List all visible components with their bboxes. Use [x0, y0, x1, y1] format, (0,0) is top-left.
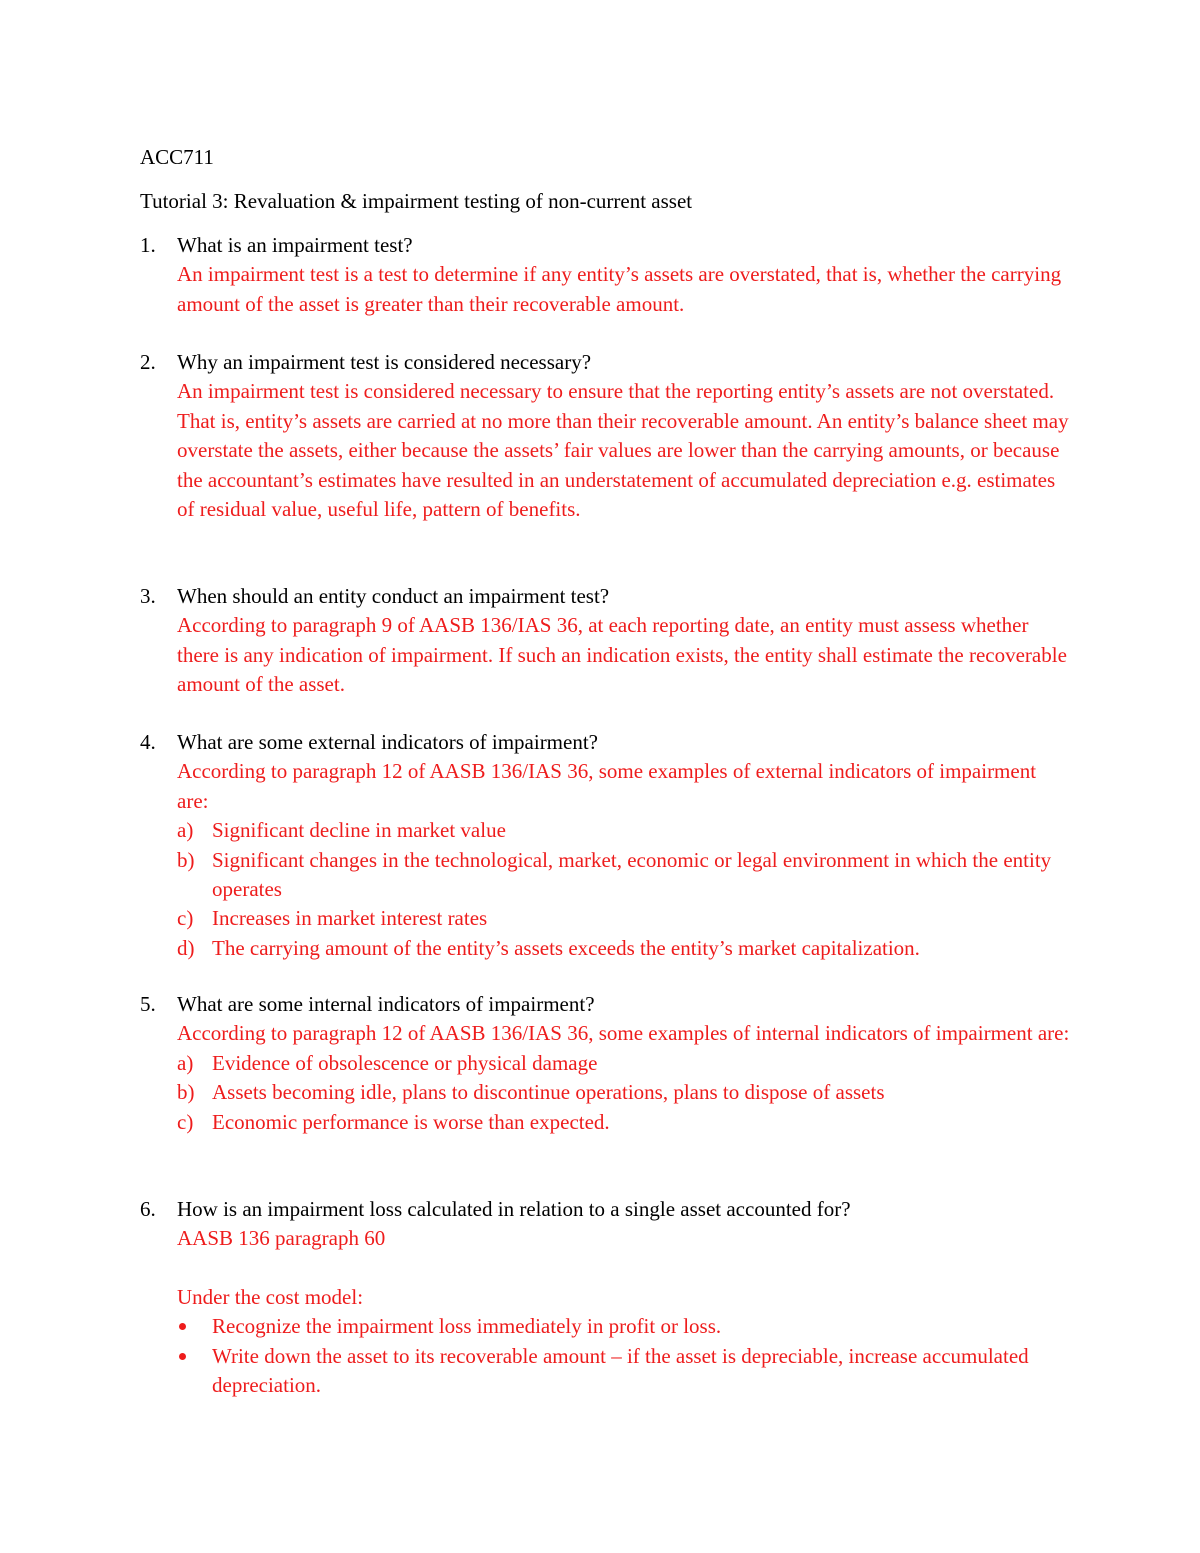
question-number: 2. — [140, 350, 156, 374]
list-item-label: c) — [177, 1109, 194, 1134]
list-item-text: Significant decline in market value — [212, 818, 506, 843]
question-1 — [140, 231, 1070, 319]
question-text: What is an impairment test? — [177, 233, 413, 257]
list-item-text: Increases in market interest rates — [212, 906, 488, 931]
list-item — [177, 1108, 1070, 1137]
answer-text: An impairment test is considered necessary to ensure that the reporting entity’s assets are not overstated. That is, entity’s assets are carried at no more than their recoverable amount. An entity’s balance sheet may overstate the assets, either because the assets’ fair values are lower than the carrying amounts, or because the accountant’s estimates have resulted in an understatement of accumulated depreciation e.g. estimates of residual value, useful life, pattern of benefits. — [177, 379, 1069, 522]
spacer — [177, 1254, 1070, 1283]
question-number: 4. — [140, 730, 156, 754]
list-item — [177, 904, 1070, 933]
list-item — [177, 846, 1070, 905]
list-item-label: a) — [177, 1050, 194, 1075]
list-item-label: a) — [177, 818, 194, 843]
bullet-item — [177, 1312, 1070, 1341]
bullet-text: Write down the asset to its recoverable amount – if the asset is depreciable, increase accumulated depreciation. — [212, 1343, 1029, 1398]
list-item-text: Significant changes in the technological, market, economic or legal environment in which the entity operates — [212, 847, 1052, 902]
bullet-icon — [177, 1312, 212, 1341]
question-number: 6. — [140, 1197, 156, 1221]
question-3 — [140, 582, 1070, 700]
list-item-text: Economic performance is worse than expected. — [212, 1109, 610, 1134]
list-item-label: b) — [177, 1080, 195, 1105]
list-item — [177, 816, 1070, 845]
list-item-text: The carrying amount of the entity’s assets exceeds the entity’s market capitalization. — [212, 935, 920, 960]
question-6 — [140, 1195, 1070, 1400]
question-number: 1. — [140, 233, 156, 257]
list-item — [177, 1078, 1070, 1107]
course-code: ACC711 — [140, 145, 214, 169]
question-text: What are some external indicators of impairment? — [177, 730, 598, 754]
question-number: 3. — [140, 584, 156, 608]
list-item — [177, 934, 1070, 963]
answer-text: An impairment test is a test to determine if any entity’s assets are overstated, that is, whether the carrying amount of the asset is greater than their recoverable amount. — [177, 262, 1062, 316]
answer-text: According to paragraph 12 of AASB 136/IAS 36, some examples of external indicators of impairment are: — [177, 759, 1037, 813]
bullet-text: Recognize the impairment loss immediately in profit or loss. — [212, 1314, 722, 1339]
list-item — [177, 1049, 1070, 1078]
question-text: What are some internal indicators of impairment? — [177, 992, 595, 1016]
question-5 — [140, 990, 1070, 1137]
answer-text: According to paragraph 9 of AASB 136/IAS 36, at each reporting date, an entity must assess whether there is any indication of impairment. If such an indication exists, the entity shall estimate the recoverable amount of the asset. — [177, 613, 1067, 697]
list-item-text: Assets becoming idle, plans to discontinue operations, plans to dispose of assets — [212, 1080, 885, 1105]
subheading: Under the cost model: — [177, 1284, 364, 1309]
bullet-icon — [177, 1342, 212, 1401]
list-item-label: b) — [177, 847, 195, 872]
list-item-label: d) — [177, 935, 195, 960]
question-text: How is an impairment loss calculated in relation to a single asset accounted for? — [177, 1197, 851, 1221]
answer-text: According to paragraph 12 of AASB 136/IAS 36, some examples of internal indicators of impairment are: — [177, 1021, 1070, 1046]
list-item-text: Evidence of obsolescence or physical damage — [212, 1050, 598, 1075]
tutorial-title: Tutorial 3: Revaluation & impairment testing of non-current asset — [140, 189, 693, 213]
question-text: When should an entity conduct an impairment test? — [177, 584, 610, 608]
list-item-label: c) — [177, 906, 194, 931]
question-2 — [140, 348, 1070, 524]
question-text: Why an impairment test is considered necessary? — [177, 350, 592, 374]
question-4 — [140, 728, 1070, 963]
answer-text: AASB 136 paragraph 60 — [177, 1226, 386, 1251]
bullet-item — [177, 1342, 1070, 1401]
question-number: 5. — [140, 992, 156, 1016]
